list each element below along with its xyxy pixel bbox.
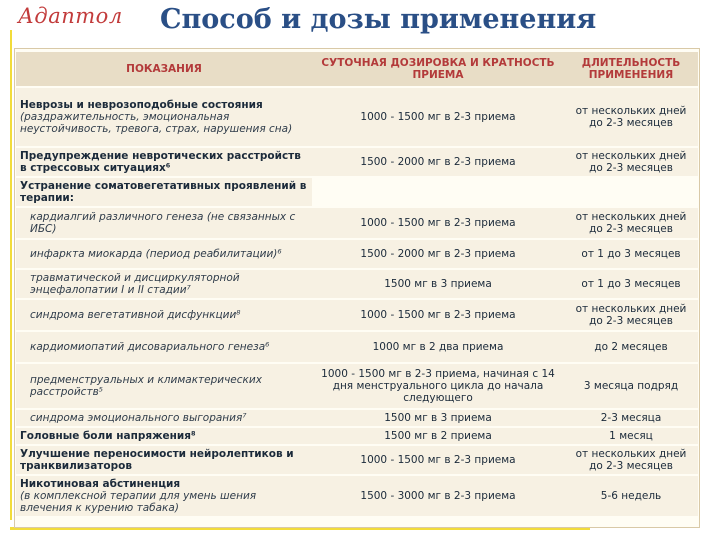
duration-cell: от нескольких дней до 2-3 месяцев: [564, 208, 698, 238]
dose-cell: 1500 мг в 3 приема: [312, 410, 564, 426]
dosage-table: [16, 50, 698, 518]
indication-note-text: (в комплексной терапии для умень шения влечения к курению табака): [20, 490, 257, 514]
table-row: [16, 88, 698, 146]
indication-note-text: (раздражительность, эмоциональная неустойчивость, тревога, страх, нарушения сна): [20, 111, 293, 135]
indication-main-text: Головные боли напряжения⁸: [20, 430, 196, 442]
duration-cell: от нескольких дней до 2-3 месяцев: [564, 446, 698, 474]
dose-cell: 1000 - 1500 мг в 2-3 приема: [312, 446, 564, 474]
dose-cell: 1000 - 1500 мг в 2-3 приема: [312, 208, 564, 238]
indication-cell: [16, 428, 312, 444]
indication-main-text: Неврозы и неврозоподобные состояния: [20, 99, 263, 111]
column-header-dosage: СУТОЧНАЯ ДОЗИРОВКА И КРАТНОСТЬ ПРИЕМА: [312, 52, 564, 86]
duration-cell: от нескольких дней до 2-3 месяцев: [564, 88, 698, 146]
dose-cell: 1000 - 1500 мг в 2-3 приема: [312, 88, 564, 146]
indication-sub-cell: травматической и дисциркуляторной энцефалопатии I и II стадии⁷: [16, 270, 312, 298]
table-row: [16, 148, 698, 176]
column-header-duration: ДЛИТЕЛЬНОСТЬ ПРИМЕНЕНИЯ: [564, 52, 698, 86]
indication-main-text: Предупреждение невротических расстройств в стрессовых ситуациях⁶: [20, 150, 301, 174]
duration-cell: [564, 178, 698, 206]
dose-cell: 1000 мг в 2 два приема: [312, 332, 564, 362]
indication-main-text: Улучшение переносимости нейролептиков и транквилизаторов: [20, 448, 294, 472]
table-row: [16, 178, 698, 206]
indication-sub-cell: синдрома вегетативной дисфункции⁸: [16, 300, 312, 330]
brand-logo-text: Адаптол: [18, 4, 123, 28]
duration-cell: от 1 до 3 месяцев: [564, 270, 698, 298]
table-row: [16, 428, 698, 444]
table-row: [16, 446, 698, 474]
indication-group-title: Устранение соматовегетативных проявлений в терапии:: [20, 180, 307, 204]
indication-sub-cell: предменструальных и климактерических расстройств⁵: [16, 364, 312, 408]
indication-sub-cell: кардиалгий различного генеза (не связанных с ИБС): [16, 208, 312, 238]
indication-cell: [16, 476, 312, 516]
table-row: [16, 240, 698, 268]
table-row: [16, 364, 698, 408]
dose-cell: 1000 - 1500 мг в 2-3 приема, начиная с 14 дня менструального цикла до начала следующего: [312, 364, 564, 408]
dose-cell: 1000 - 1500 мг в 2-3 приема: [312, 300, 564, 330]
dose-cell: 1500 мг в 3 приема: [312, 270, 564, 298]
indication-sub-cell: инфаркта миокарда (период реабилитации)⁶: [16, 240, 312, 268]
table-row: [16, 300, 698, 330]
table-row: [16, 270, 698, 298]
table-row: [16, 332, 698, 362]
indication-cell: [16, 148, 312, 176]
duration-cell: 2-3 месяца: [564, 410, 698, 426]
column-header-indications: ПОКАЗАНИЯ: [16, 52, 312, 86]
indication-main-text: Никотиновая абстиненция: [20, 478, 181, 490]
duration-cell: от 1 до 3 месяцев: [564, 240, 698, 268]
dose-cell: 1500 - 2000 мг в 2-3 приема: [312, 148, 564, 176]
duration-cell: 3 месяца подряд: [564, 364, 698, 408]
duration-cell: от нескольких дней до 2-3 месяцев: [564, 300, 698, 330]
duration-cell: от нескольких дней до 2-3 месяцев: [564, 148, 698, 176]
duration-cell: 1 месяц: [564, 428, 698, 444]
duration-cell: 5-6 недель: [564, 476, 698, 516]
page-title: Способ и дозы применения: [160, 4, 597, 35]
table-row: [16, 476, 698, 516]
indication-sub-cell: кардиомиопатий дисовариального генеза⁶: [16, 332, 312, 362]
indication-sub-cell: синдрома эмоционального выгорания⁷: [16, 410, 312, 426]
indication-cell: [16, 446, 312, 474]
table-header-row: [16, 52, 698, 86]
duration-cell: до 2 месяцев: [564, 332, 698, 362]
dose-cell: 1500 мг в 2 приема: [312, 428, 564, 444]
table-row: [16, 410, 698, 426]
indication-cell: [16, 88, 312, 146]
dose-cell: 1500 - 3000 мг в 2-3 приема: [312, 476, 564, 516]
dose-cell: [312, 178, 564, 206]
indication-cell: [16, 178, 312, 206]
decorative-vertical-line: [10, 30, 12, 520]
table-row: [16, 208, 698, 238]
dose-cell: 1500 - 2000 мг в 2-3 приема: [312, 240, 564, 268]
